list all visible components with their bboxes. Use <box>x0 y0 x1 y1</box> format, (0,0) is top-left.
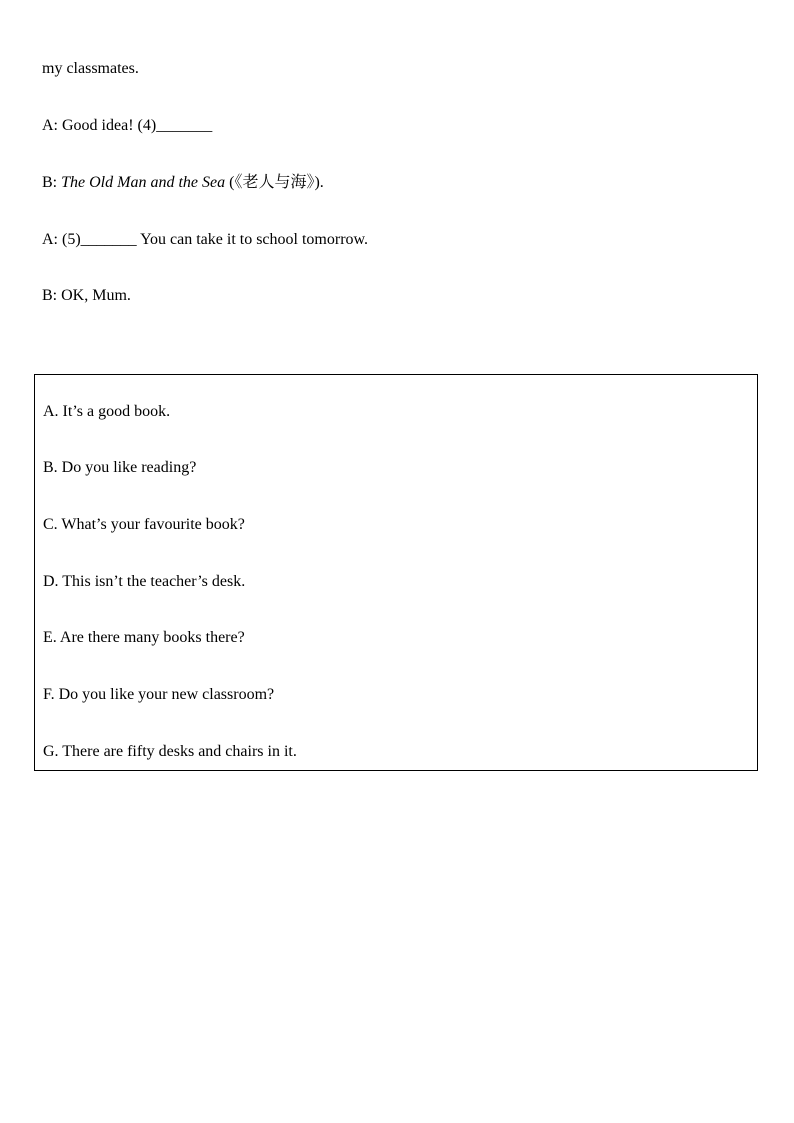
option-b: B. Do you like reading? <box>43 459 197 476</box>
option-e: E. Are there many books there? <box>43 629 245 646</box>
dialogue-line-a-blank-5: A: (5)_______ You can take it to school tomorrow. <box>42 231 369 248</box>
speaker-label: B: <box>42 174 62 191</box>
option-c: C. What’s your favourite book? <box>43 516 245 533</box>
option-f: F. Do you like your new classroom? <box>43 686 275 703</box>
dialogue-line-b-ok: B: OK, Mum. <box>42 287 131 304</box>
option-d: D. This isn’t the teacher’s desk. <box>43 573 246 590</box>
dialogue-line-continuation: my classmates. <box>42 60 139 77</box>
book-title: The Old Man and the Sea <box>61 174 226 191</box>
options-box <box>34 374 758 771</box>
option-g: G. There are fifty desks and chairs in it. <box>43 743 297 760</box>
dialogue-line-a-blank-4: A: Good idea! (4)_______ <box>42 117 213 134</box>
dialogue-line-b-book-title <box>42 173 324 193</box>
book-title-translation: (《老人与海》). <box>225 174 324 191</box>
option-a: A. It’s a good book. <box>43 403 171 420</box>
